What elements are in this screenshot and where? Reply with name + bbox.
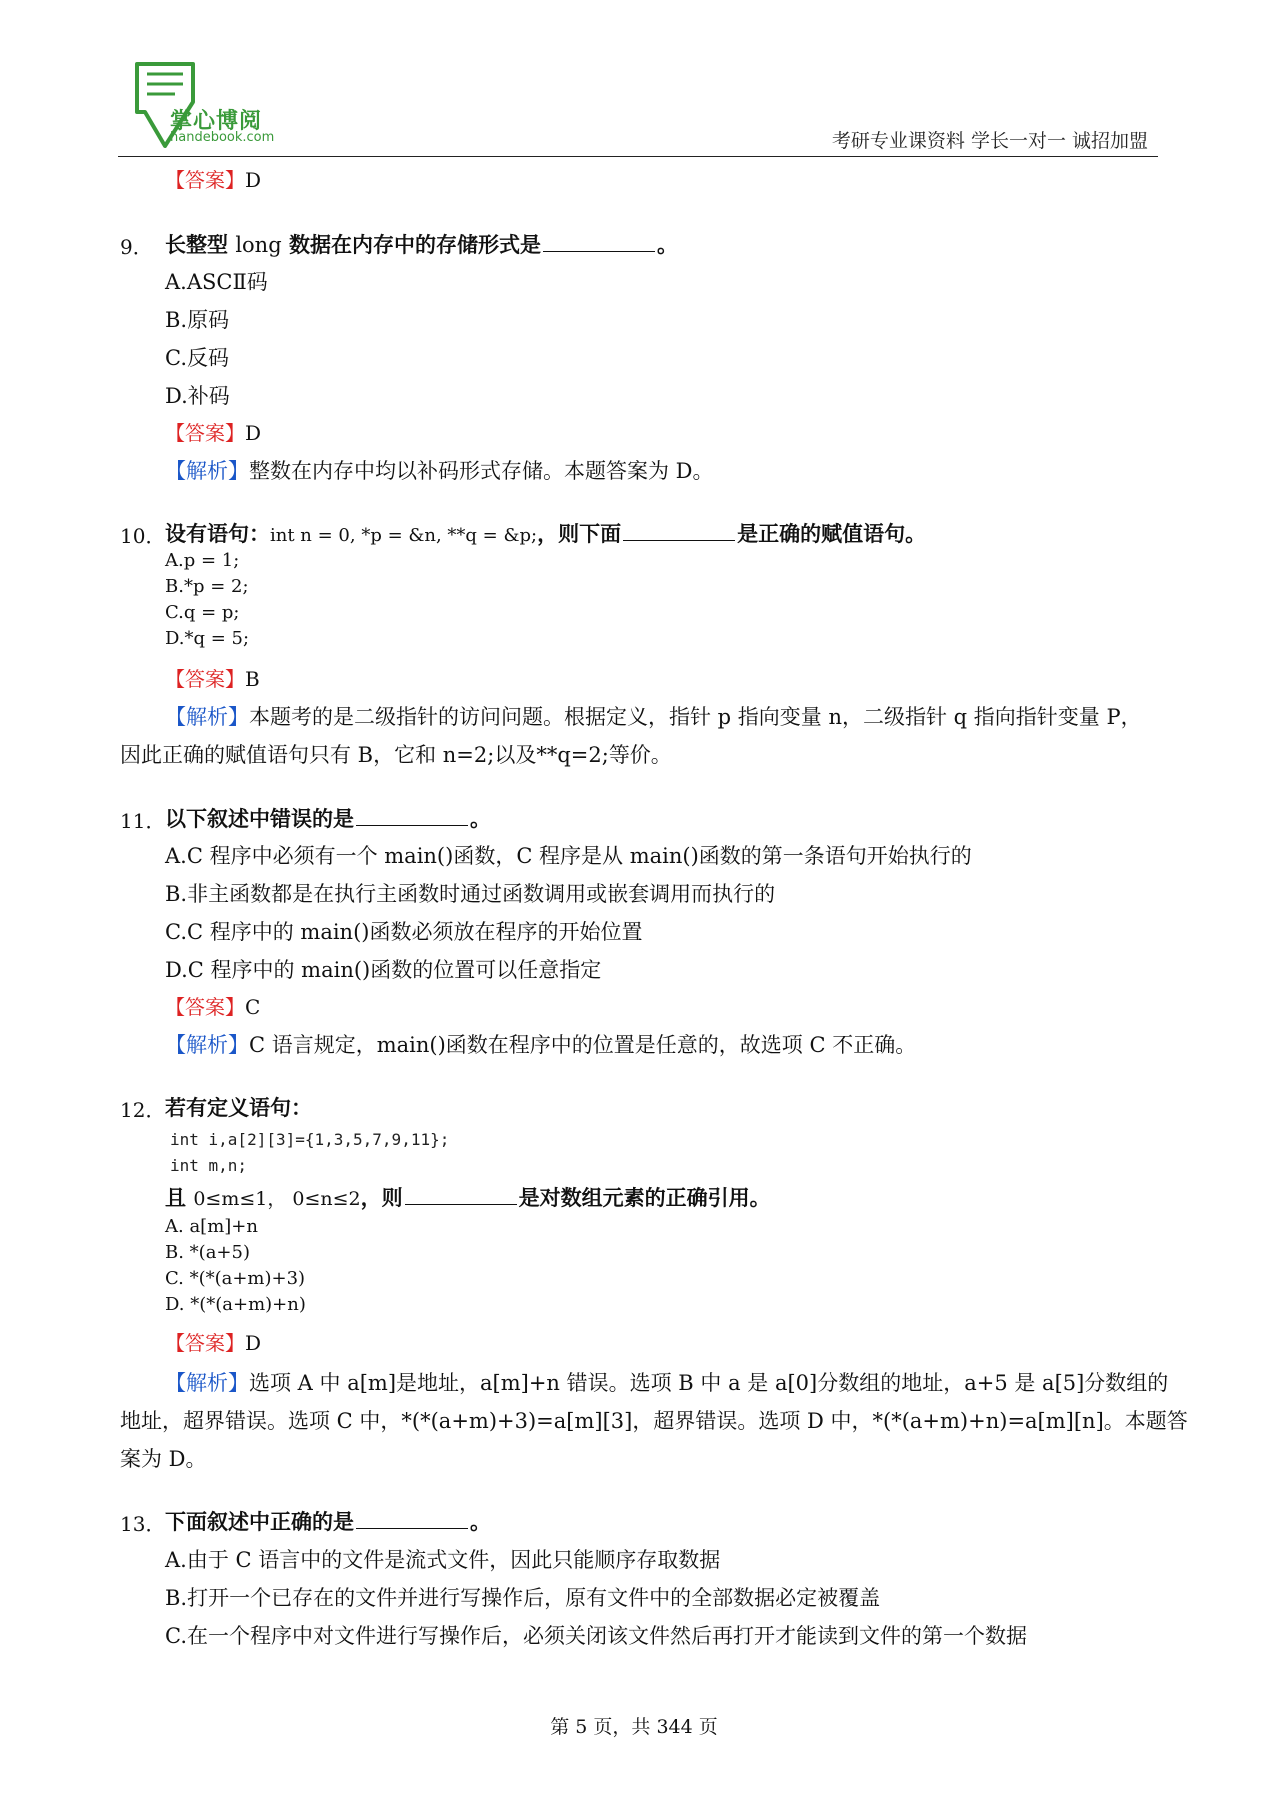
option-b: B.*p = 2; xyxy=(165,576,249,597)
option-d: D.C 程序中的 main()函数的位置可以任意指定 xyxy=(165,958,602,982)
page-number: 第 5 页，共 344 页 xyxy=(550,1716,718,1738)
option-b: B.原码 xyxy=(165,308,230,332)
option-a: A.ASCⅡ码 xyxy=(165,270,268,294)
option-a: A. a[m]+n xyxy=(165,1216,258,1237)
option-d: D. *(*(a+m)+n) xyxy=(165,1294,306,1315)
option-a: A.C 程序中必须有一个 main()函数，C 程序是从 main()函数的第一条语句开始执行的 xyxy=(165,844,972,868)
question-text-part: 且 xyxy=(165,1186,194,1210)
question-number: 10． xyxy=(120,524,166,548)
question-code: int n = 0, *p = &n, **q = &p; xyxy=(270,525,538,546)
option-a: A.p = 1; xyxy=(165,550,240,571)
answer-tag: 【答案】 xyxy=(165,168,245,192)
header-divider xyxy=(118,156,1158,157)
option-c: C.在一个程序中对文件进行写操作后，必须关闭该文件然后再打开才能读到文件的第一个数据 xyxy=(165,1624,1027,1648)
question-text xyxy=(165,229,678,259)
option-c: C. *(*(a+m)+3) xyxy=(165,1268,306,1289)
answer-tag: 【答案】 xyxy=(165,995,245,1019)
answer-value: D xyxy=(245,168,262,192)
answer-tag: 【答案】 xyxy=(165,667,245,691)
question-text-part: 。 xyxy=(470,1510,491,1534)
answer-tag: 【答案】 xyxy=(165,1331,245,1355)
explanation-text: 整数在内存中均以补码形式存储。本题答案为 D。 xyxy=(249,459,714,483)
option-b: B.打开一个已存在的文件并进行写操作后，原有文件中的全部数据必定被覆盖 xyxy=(165,1586,881,1610)
question-text-part: 长整型 xyxy=(165,233,236,257)
question-number: 12． xyxy=(120,1098,166,1122)
answer-tag: 【答案】 xyxy=(165,421,245,445)
question-text xyxy=(165,518,926,548)
question-text xyxy=(165,803,491,833)
question-text-part: ，则下面 xyxy=(537,522,622,546)
question-text-part: 以下叙述中错误的是 xyxy=(165,807,354,831)
explanation-continued: 地址，超界错误。选项 C 中，*(*(a+m)+3)=a[m][3]，超界错误。选项 D 中，*(*(a+m)+n)=a[m][n]。本题答 xyxy=(120,1409,1188,1433)
answer-value: D xyxy=(245,421,262,445)
explanation-tag: 【解析】 xyxy=(165,705,249,729)
question-text-part: 数据在内存中的存储形式是 xyxy=(281,233,541,257)
option-d: D.补码 xyxy=(165,384,230,408)
question-text-part: 设有语句： xyxy=(165,522,270,546)
explanation-continued: 因此正确的赋值语句只有 B，它和 n=2;以及**q=2;等价。 xyxy=(120,743,672,767)
answer-blank xyxy=(356,824,468,826)
answer-value: B xyxy=(245,667,260,691)
answer-line xyxy=(165,991,260,1020)
explanation-tag: 【解析】 xyxy=(165,459,249,483)
option-c: C.q = p; xyxy=(165,602,240,623)
explanation xyxy=(165,1029,916,1059)
question-text xyxy=(165,1506,491,1536)
header-tagline: 考研专业课资料 学长一对一 诚招加盟 xyxy=(831,130,1148,152)
explanation-text: 本题考的是二级指针的访问问题。根据定义，指针 p 指向变量 n，二级指针 q 指向指针变量 P， xyxy=(249,705,1142,729)
answer-blank xyxy=(356,1527,468,1529)
answer-line xyxy=(165,417,261,446)
question-condition xyxy=(165,1182,771,1212)
explanation-text: 选项 A 中 a[m]是地址，a[m]+n 错误。选项 B 中 a 是 a[0]分数组的地址，a+5 是 a[5]分数组的 xyxy=(249,1371,1169,1395)
question-text-part: 是正确的赋值语句。 xyxy=(737,522,927,546)
question-text-part: 。 xyxy=(470,807,491,831)
option-a: A.由于 C 语言中的文件是流式文件，因此只能顺序存取数据 xyxy=(165,1548,721,1572)
explanation xyxy=(165,701,1142,731)
question-number: 13． xyxy=(120,1512,166,1536)
option-b: B.非主函数都是在执行主函数时通过函数调用或嵌套调用而执行的 xyxy=(165,882,776,906)
logo-text: 掌心博阅 xyxy=(170,109,263,134)
answer-blank xyxy=(543,250,655,252)
option-c: C.C 程序中的 main()函数必须放在程序的开始位置 xyxy=(165,920,643,944)
answer-blank xyxy=(623,539,735,541)
question-number: 9． xyxy=(120,235,153,259)
logo-url: handebook.com xyxy=(170,130,275,145)
question-text-part: 是对数组元素的正确引用。 xyxy=(518,1186,771,1210)
question-text-part: long xyxy=(235,233,282,257)
question-text-part: 。 xyxy=(656,233,678,257)
answer-line xyxy=(165,164,261,193)
code-line: int i,a[2][3]={1,3,5,7,9,11}; xyxy=(170,1130,450,1149)
question-text: 若有定义语句： xyxy=(165,1096,312,1120)
option-d: D.*q = 5; xyxy=(165,628,250,649)
explanation-continued: 案为 D。 xyxy=(120,1447,207,1471)
question-text-part: ，则 xyxy=(360,1186,403,1210)
question-text-part: 下面叙述中正确的是 xyxy=(165,1510,354,1534)
explanation-tag: 【解析】 xyxy=(165,1033,249,1057)
option-c: C.反码 xyxy=(165,346,229,370)
answer-value: C xyxy=(245,995,261,1019)
explanation-text: C 语言规定，main()函数在程序中的位置是任意的，故选项 C 不正确。 xyxy=(249,1033,917,1057)
answer-line xyxy=(165,663,260,692)
explanation xyxy=(165,1367,1168,1397)
explanation xyxy=(165,455,714,485)
question-number: 11． xyxy=(120,809,166,833)
answer-line xyxy=(165,1327,261,1356)
option-b: B. *(a+5) xyxy=(165,1242,250,1263)
answer-value: D xyxy=(245,1331,262,1355)
answer-blank xyxy=(405,1203,517,1205)
question-text-part: 0≤m≤1， 0≤n≤2 xyxy=(193,1188,361,1210)
explanation-tag: 【解析】 xyxy=(165,1371,249,1395)
code-line: int m,n; xyxy=(170,1156,248,1175)
